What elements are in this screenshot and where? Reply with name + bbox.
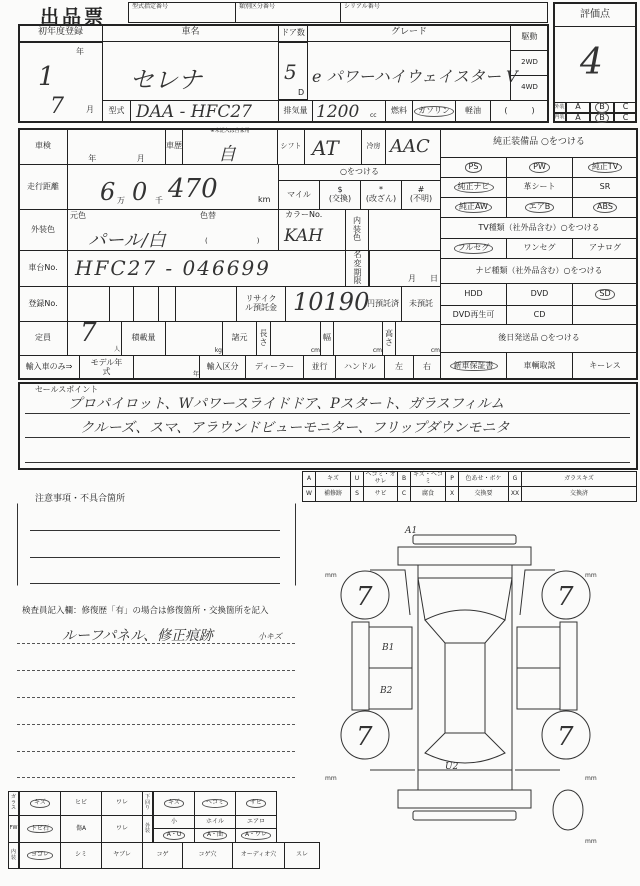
mileage-man: 6 (100, 178, 116, 206)
equip-tv[interactable]: 純正TV (572, 157, 638, 178)
parallel-option[interactable]: 並行 (303, 355, 336, 380)
equip-aw[interactable]: 純正AW (440, 197, 507, 218)
rear-gate (418, 770, 512, 790)
exchanged-option[interactable]: $ (交換) (319, 180, 361, 210)
navi-dvd[interactable]: DVD (506, 283, 573, 306)
front-bumper-lip (413, 535, 516, 544)
recycle-deposited: 円預託済 (285, 286, 402, 322)
legend-row1-cell: キズ・ヘコミ (410, 471, 446, 487)
chassis-value: HFC27 - 046699 (75, 256, 271, 280)
height-label: 高さ (382, 321, 396, 356)
ext-val-2 (235, 828, 277, 843)
legend-row2-cell: C (397, 486, 411, 502)
reg-no-label: 登録No. (18, 286, 68, 322)
hood (418, 578, 512, 620)
score-label: 評価点 (553, 2, 637, 27)
interior-2: ヤブレ (101, 842, 143, 869)
model-year-unit: 年 (133, 355, 200, 380)
right-front-door (517, 627, 560, 668)
mileage-sen: 0 (132, 178, 148, 206)
interior-1: シミ (60, 842, 102, 869)
capacity-label: 定員 (18, 321, 68, 356)
interior-color-label: 内装色 (345, 209, 369, 251)
ext-val-0 (153, 828, 195, 843)
rear-bumper (398, 790, 531, 808)
front-bumper (398, 547, 531, 565)
fuel-diesel: 軽油 (455, 100, 491, 123)
repaint-label: 色替 (200, 211, 216, 220)
interior-5: オーディオ穴 (232, 842, 285, 869)
ext-val-0-value: A・U (163, 831, 186, 840)
name-change-day: 日 (430, 274, 438, 284)
cc-unit: cc (370, 112, 377, 119)
glass-2: ワレ (101, 791, 143, 816)
later-keyless[interactable]: キーレス (572, 352, 638, 380)
history-note: ※未記入は自家用 (182, 128, 278, 165)
legend-row1-cell: A (302, 471, 316, 487)
interior-4: コゲ穴 (182, 842, 233, 869)
color-value: パール/白 (88, 230, 166, 251)
history-value: 自 (218, 144, 236, 165)
under-2 (235, 791, 277, 816)
ext-val-1-value: A・曲 (203, 831, 227, 840)
mm-rl: mm (325, 775, 337, 782)
exterior-score-label: 外装 (553, 102, 566, 113)
right-rear-door (517, 668, 560, 709)
reg-no-box-3[interactable] (133, 286, 159, 322)
inspection-month: 月 (136, 154, 145, 164)
color-label: 外装色 (18, 209, 68, 251)
glass-label: ガラス (8, 791, 19, 816)
inspection-label: 車検 (18, 128, 68, 165)
navi-sd[interactable]: SD (572, 283, 638, 306)
glass-0 (19, 791, 61, 816)
first-reg-label: 初年度登録 (18, 24, 103, 42)
exterior-grade-c: C (614, 102, 637, 113)
mileage-label: 走行距離 (18, 164, 68, 210)
sheet-title: 出品票 (40, 6, 107, 28)
navi-header: ナビ種類（社外品含む）○をつける (440, 258, 638, 284)
windshield (425, 620, 505, 643)
type-designation-field: 型式指定番号 (128, 2, 236, 23)
equip-pw[interactable]: PW (506, 157, 573, 178)
exterior-label: 外装 (142, 815, 153, 843)
interior-color-cell (368, 209, 441, 251)
grade-label: グレード (307, 24, 511, 42)
tampered-option[interactable]: * (改ざん) (360, 180, 402, 210)
under-0-value: キズ (164, 799, 184, 808)
sales-point-line-2: クルーズ、スマ、アラウンドビューモニター、フリップダウンモニタ (80, 420, 510, 436)
height-cm: cm (395, 321, 441, 356)
model-year-label: モデル年式 (79, 355, 134, 380)
under-label: 下回り (142, 791, 153, 816)
ac-label: 冷房 (361, 128, 386, 165)
month-label: 月 (86, 105, 94, 114)
doors-value: 5 (284, 60, 297, 84)
navi-dvd-playback[interactable]: DVD再生可 (440, 305, 507, 325)
later-manual[interactable]: 車輌取説 (506, 352, 573, 380)
man-unit: 万 (117, 196, 125, 205)
car-name: セレナ (130, 66, 202, 94)
mileage-mark-label: ○をつける (278, 164, 441, 181)
km-unit: km (258, 195, 271, 204)
legend-row1-cell: B (397, 471, 411, 487)
handle-label: ハンドル (335, 355, 385, 380)
equip-sr[interactable]: SR (572, 177, 638, 198)
repaint-paren: ( ) (205, 237, 260, 245)
legend-row2-cell: XX (508, 486, 522, 502)
legend-row2-cell: S (350, 486, 364, 502)
left-step (352, 622, 369, 710)
ext-val-2-value: A・ワレ (241, 831, 271, 840)
fuel-gasoline: ガソリン (412, 100, 456, 123)
score-value: 4 (580, 42, 603, 83)
exterior-grade-a: A (566, 102, 590, 113)
shift-label: シフト (277, 128, 305, 165)
hood-front (418, 565, 512, 578)
mm-rr: mm (585, 775, 597, 782)
car-name-label: 車名 (102, 24, 279, 42)
inspection-year: 年 (88, 154, 97, 164)
legend-row2-cell: X (445, 486, 459, 502)
ext-head-0: 小 (153, 815, 195, 829)
right-step (560, 622, 577, 710)
capacity-value: 7 (80, 318, 97, 348)
mark-left-rear-door: B2 (380, 686, 393, 696)
width-cm: cm (333, 321, 383, 356)
legend-row2-cell: 交換要 (458, 486, 509, 502)
kg-unit: kg (165, 321, 223, 356)
under-1-value: ヘコミ (202, 799, 228, 808)
tv-header: TV種類（社外品含む）○をつける (440, 217, 638, 239)
name-change-label: 名変期限 (345, 250, 370, 287)
handle-right[interactable]: 右 (413, 355, 441, 380)
fw-1: 傷A (60, 815, 102, 843)
equip-navi[interactable]: 純正ナビ (440, 177, 507, 198)
handle-left[interactable]: 左 (384, 355, 414, 380)
later-header: 後日発送品 ○をつける (440, 324, 638, 353)
width-label: 幅 (320, 321, 334, 356)
legend-row1-cell: P (445, 471, 459, 487)
ext-val-1 (194, 828, 236, 843)
exterior-grade-b: B (595, 102, 609, 113)
equip-airbag[interactable]: エアB (506, 197, 573, 218)
mark-rear: U2 (445, 762, 459, 772)
fuel-other: ( ) (490, 100, 549, 123)
first-reg-year: 1 (38, 62, 55, 92)
inspector-label: 検査員記入欄：修復歴「有」の場合は修復箇所・交換箇所を記入 (22, 606, 269, 616)
tire-rr-tread: 7 (557, 722, 574, 752)
tire-rl-tread: 7 (356, 722, 373, 752)
dealer-option[interactable]: ディーラー (245, 355, 304, 380)
mileage-rest: 470 (168, 174, 218, 204)
legend-row1-cell: U (350, 471, 364, 487)
interior-6: スレ (284, 842, 320, 869)
drive-label: 駆動 (510, 24, 549, 51)
roof (445, 643, 485, 733)
history-label: 車歴 (165, 128, 183, 165)
interior-label: 内装 (8, 842, 19, 869)
glass-0-value: キズ (30, 799, 50, 808)
legend-row2-cell: 交換済 (521, 486, 637, 502)
sen-unit: 千 (155, 196, 163, 205)
legend-row1-cell: ヘコミ・オサレ (363, 471, 398, 487)
color-no-label: カラーNo. (278, 209, 346, 251)
legend-row2-cell: 補修跡 (315, 486, 351, 502)
notes-label: 注意事項・不具合箇所 (35, 494, 126, 504)
color-no-value: KAH (284, 226, 324, 246)
fuel-label: 燃料 (385, 100, 413, 123)
navi-cd[interactable]: CD (506, 305, 573, 325)
under-2-value: サビ (246, 799, 266, 808)
model-value: DAA - HFC27 (136, 102, 252, 122)
under-0 (153, 791, 195, 816)
serial-number-field: シリアル番号 (340, 2, 548, 23)
person-unit: 人 (114, 346, 121, 353)
sales-point-label: セールスポイント (35, 385, 99, 394)
legend-row2-cell: W (302, 486, 316, 502)
navi-blank (572, 305, 638, 325)
navi-hdd[interactable]: HDD (440, 283, 507, 306)
first-reg-month: 7 (50, 94, 64, 119)
recycle-label: リサイクル預託金 (236, 286, 286, 322)
class-number-field: 類別区分番号 (235, 2, 341, 23)
spare-tire (553, 790, 583, 830)
spec-label: 諸元 (222, 321, 257, 356)
legend-row1-cell: ガラスキズ (521, 471, 637, 487)
load-label: 積載量 (121, 321, 166, 356)
equip-leather[interactable]: 革シート (506, 177, 573, 198)
interior-score-label: 内装 (553, 113, 566, 123)
mm-fl: mm (325, 572, 337, 579)
under-1 (194, 791, 236, 816)
equipment-header: 純正装備品 ○をつける (440, 128, 638, 158)
later-warranty[interactable]: 新車保証書 (440, 352, 507, 380)
orig-color-label: 元色 (70, 211, 86, 220)
reg-no-box-5[interactable] (175, 286, 237, 322)
length-cm: cm (270, 321, 321, 356)
inspector-note: ルーフパネル、修正痕跡 (62, 628, 214, 644)
legend-row1-cell: G (508, 471, 522, 487)
reg-no-box-2[interactable] (109, 286, 134, 322)
drive-4wd: 4WD (510, 75, 549, 101)
tire-fr-tread: 7 (557, 582, 574, 612)
reg-no-box-4[interactable] (158, 286, 176, 322)
legend-row1-cell: キズ (315, 471, 351, 487)
recycle-not-deposited: 未預託 (401, 286, 441, 322)
interior-0-value: ヨゴレ (27, 851, 53, 860)
doors-unit: D (298, 88, 305, 97)
tire-fl-tread: 7 (356, 582, 373, 612)
model-label: 型式 (102, 100, 131, 123)
tv-oneseg[interactable]: ワンセグ (506, 238, 573, 259)
tv-analog[interactable]: アナログ (572, 238, 638, 259)
year-label: 年 (76, 47, 84, 56)
mm-fr: mm (585, 572, 597, 579)
fw-2: ワレ (101, 815, 143, 843)
mark-front-bumper: A1 (405, 526, 418, 536)
interior-0 (19, 842, 61, 869)
shift-value: AT (312, 136, 339, 160)
equip-abs[interactable]: ABS (572, 197, 638, 218)
legend-row2-cell: サビ (363, 486, 398, 502)
mark-left-front-door: B1 (382, 643, 395, 653)
doors-label: ドア数 (278, 24, 308, 42)
inspector-note-2: 小キズ (258, 632, 282, 641)
length-label: 長さ (256, 321, 271, 356)
name-change-month: 月 (408, 274, 416, 284)
displacement-label: 排気量 (278, 100, 313, 123)
legend-row1-cell: 色あせ・ボケ (458, 471, 509, 487)
car-damage-diagram (310, 515, 640, 845)
chassis-label: 車台No. (18, 250, 68, 287)
fw-0-value: トビ石 (27, 825, 53, 834)
interior-grade-b: B (595, 113, 609, 124)
tv-fullseg[interactable]: フルセグ (440, 238, 507, 259)
ext-head-2: エアロ (235, 815, 277, 829)
interior-grade-c: C (614, 113, 637, 123)
equip-ps[interactable]: PS (440, 157, 507, 178)
import-type-label: 輸入区分 (199, 355, 246, 380)
interior-grade-a: A (566, 113, 590, 123)
ac-value: AAC (390, 136, 430, 157)
fw-label: FW (8, 815, 19, 843)
grade-value: e パワーハイウェイスター V (312, 67, 518, 86)
notes-bracket (17, 503, 296, 586)
import-label: 輸入車のみ⇒ (18, 355, 80, 380)
fw-0 (19, 815, 61, 843)
legend-row2-cell: 腐食 (410, 486, 446, 502)
drive-2wd: 2WD (510, 50, 549, 76)
interior-3: コゲ (142, 842, 183, 869)
rear-glass (425, 733, 505, 763)
recycle-value: 10190 (293, 288, 370, 316)
displacement-value: 1200 (316, 102, 360, 122)
unknown-option[interactable]: # (不明) (401, 180, 441, 210)
glass-1: ヒビ (60, 791, 102, 816)
mm-spare: mm (585, 838, 597, 845)
sales-point-line-1: プロパイロット、Wパワースライドドア、Pスタート、ガラスフィルム (68, 396, 505, 412)
ext-head-1: ホイル (194, 815, 236, 829)
mile-option[interactable]: マイル (278, 180, 320, 210)
reg-no-box-1[interactable] (67, 286, 110, 322)
